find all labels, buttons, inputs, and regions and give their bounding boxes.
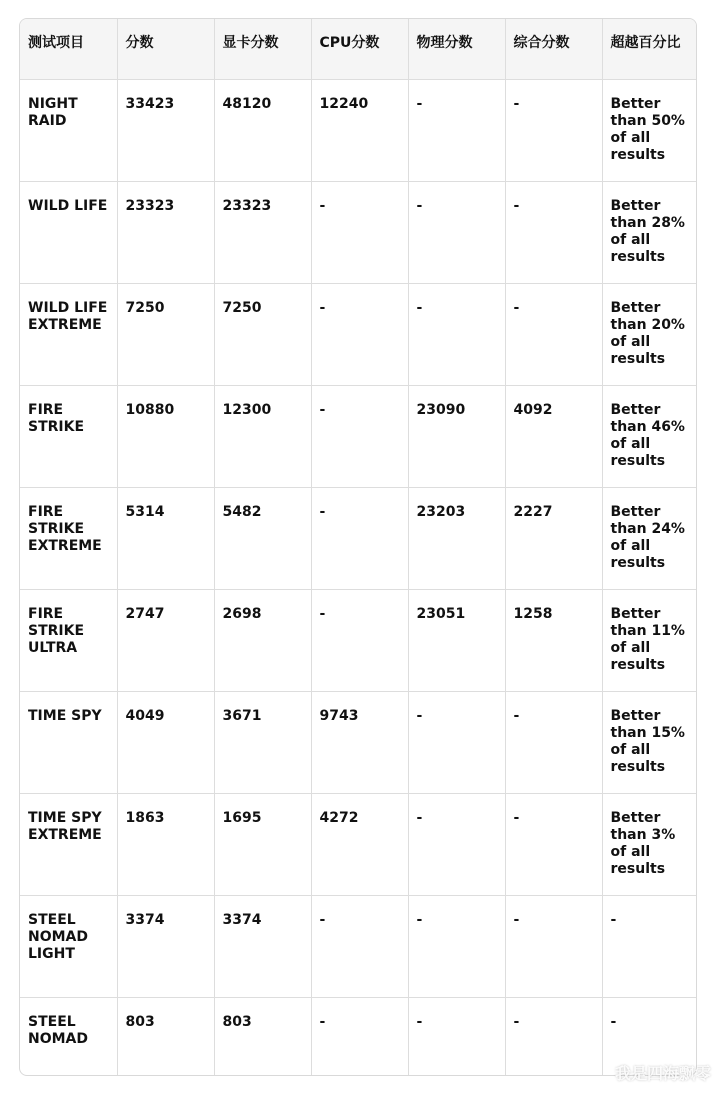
cell-cpu-score: 9743 xyxy=(311,691,408,793)
header-graphics-score: 显卡分数 xyxy=(214,19,311,79)
cell-cpu-score: - xyxy=(311,997,408,1076)
cell-percentile: Better than 15% of all results xyxy=(602,691,697,793)
cell-physics-score: - xyxy=(408,691,505,793)
cell-test-item: NIGHT RAID xyxy=(20,79,117,181)
cell-percentile: Better than 24% of all results xyxy=(602,487,697,589)
table-row xyxy=(20,997,697,1076)
cell-test-item: STEEL NOMAD LIGHT xyxy=(20,895,117,997)
header-test-item: 测试项目 xyxy=(20,19,117,79)
cell-combined-score: - xyxy=(505,181,602,283)
table-row xyxy=(20,385,697,487)
cell-graphics-score: 3374 xyxy=(214,895,311,997)
cell-score: 2747 xyxy=(117,589,214,691)
cell-score: 1863 xyxy=(117,793,214,895)
cell-cpu-score: - xyxy=(311,589,408,691)
cell-physics-score: 23203 xyxy=(408,487,505,589)
cell-combined-score: - xyxy=(505,997,602,1076)
cell-graphics-score: 7250 xyxy=(214,283,311,385)
cell-score: 3374 xyxy=(117,895,214,997)
header-score: 分数 xyxy=(117,19,214,79)
cell-test-item: WILD LIFE xyxy=(20,181,117,283)
cell-score: 7250 xyxy=(117,283,214,385)
cell-physics-score: - xyxy=(408,181,505,283)
cell-test-item: TIME SPY xyxy=(20,691,117,793)
header-combined-score: 综合分数 xyxy=(505,19,602,79)
table-row xyxy=(20,589,697,691)
cell-combined-score: 4092 xyxy=(505,385,602,487)
header-percentile: 超越百分比 xyxy=(602,19,697,79)
cell-cpu-score: - xyxy=(311,283,408,385)
cell-percentile: - xyxy=(610,1013,617,1030)
cell-percentile: Better than 46% of all results xyxy=(602,385,697,487)
cell-physics-score: - xyxy=(408,895,505,997)
cell-percentile: Better than 20% of all results xyxy=(602,283,697,385)
cell-graphics-score: 803 xyxy=(214,997,311,1076)
cell-graphics-score: 1695 xyxy=(214,793,311,895)
cell-graphics-score: 48120 xyxy=(214,79,311,181)
table-row xyxy=(20,181,697,283)
watermark-text: 我是四海飘零 xyxy=(614,1064,711,1083)
cell-score: 23323 xyxy=(117,181,214,283)
table-body xyxy=(20,79,697,1076)
table-header xyxy=(20,19,697,79)
cell-combined-score: 2227 xyxy=(505,487,602,589)
cell-combined-score: 1258 xyxy=(505,589,602,691)
cell-cpu-score: - xyxy=(311,385,408,487)
cell-cpu-score: - xyxy=(311,895,408,997)
cell-physics-score: 23090 xyxy=(408,385,505,487)
cell-graphics-score: 5482 xyxy=(214,487,311,589)
cell-percentile: - xyxy=(602,895,697,997)
header-physics-score: 物理分数 xyxy=(408,19,505,79)
cell-physics-score: - xyxy=(408,79,505,181)
cell-score: 803 xyxy=(117,997,214,1076)
header-cpu-score: CPU分数 xyxy=(311,19,408,79)
cell-percentile: Better than 28% of all results xyxy=(602,181,697,283)
cell-cpu-score: 12240 xyxy=(311,79,408,181)
cell-percentile: Better than 50% of all results xyxy=(602,79,697,181)
cell-cpu-score: 4272 xyxy=(311,793,408,895)
cell-cpu-score: - xyxy=(311,487,408,589)
table-row xyxy=(20,691,697,793)
cell-test-item: FIRE STRIKE EXTREME xyxy=(20,487,117,589)
cell-graphics-score: 2698 xyxy=(214,589,311,691)
benchmark-table-container xyxy=(19,18,697,1076)
table-row xyxy=(20,79,697,181)
cell-score: 33423 xyxy=(117,79,214,181)
cell-combined-score: - xyxy=(505,793,602,895)
header-row xyxy=(20,19,697,79)
cell-score: 5314 xyxy=(117,487,214,589)
cell-test-item: FIRE STRIKE xyxy=(20,385,117,487)
benchmark-table xyxy=(20,19,697,1076)
cell-physics-score: 23051 xyxy=(408,589,505,691)
cell-percentile: Better than 3% of all results xyxy=(602,793,697,895)
cell-percentile: Better than 11% of all results xyxy=(602,589,697,691)
cell-combined-score: - xyxy=(505,895,602,997)
cell-score: 10880 xyxy=(117,385,214,487)
table-row xyxy=(20,487,697,589)
cell-graphics-score: 12300 xyxy=(214,385,311,487)
cell-test-item: WILD LIFE EXTREME xyxy=(20,283,117,385)
cell-physics-score: - xyxy=(408,283,505,385)
table-row xyxy=(20,283,697,385)
cell-graphics-score: 23323 xyxy=(214,181,311,283)
cell-combined-score: - xyxy=(505,283,602,385)
cell-score: 4049 xyxy=(117,691,214,793)
cell-test-item: TIME SPY EXTREME xyxy=(20,793,117,895)
cell-combined-score: - xyxy=(505,691,602,793)
table-row xyxy=(20,793,697,895)
table-row xyxy=(20,895,697,997)
cell-cpu-score: - xyxy=(311,181,408,283)
cell-test-item: STEEL NOMAD xyxy=(20,997,117,1076)
cell-combined-score: - xyxy=(505,79,602,181)
cell-physics-score: - xyxy=(408,793,505,895)
cell-physics-score: - xyxy=(408,997,505,1076)
cell-test-item: FIRE STRIKE ULTRA xyxy=(20,589,117,691)
cell-graphics-score: 3671 xyxy=(214,691,311,793)
